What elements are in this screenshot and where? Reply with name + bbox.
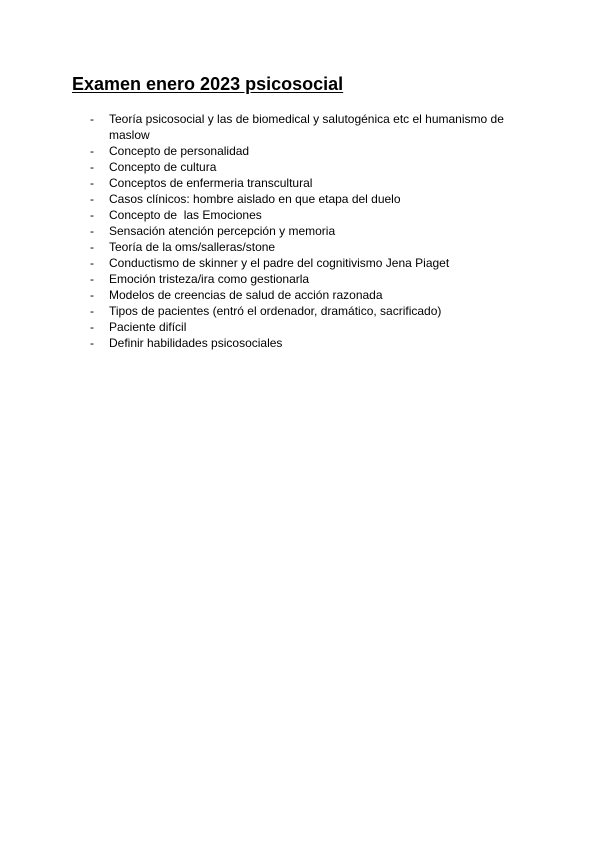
list-item-text: Definir habilidades psicosociales xyxy=(109,336,283,350)
list-bullet: - xyxy=(90,224,94,238)
list-bullet: - xyxy=(90,288,94,302)
list-item-text: Tipos de pacientes (entró el ordenador, dramático, sacrificado) xyxy=(109,304,442,318)
list-item xyxy=(86,287,516,303)
list-item xyxy=(86,255,516,271)
list-item-text: Concepto de personalidad xyxy=(109,144,250,158)
list-item xyxy=(86,143,516,159)
list-item-text: Teoría psicosocial y las de biomedical y salutogénica etc el humanismo de maslow xyxy=(109,112,504,142)
list-item xyxy=(86,335,516,351)
list-item-text: Modelos de creencias de salud de acción razonada xyxy=(109,288,383,302)
topic-list xyxy=(86,111,516,351)
list-item-text: Emoción tristeza/ira como gestionarla xyxy=(109,272,310,286)
list-bullet: - xyxy=(90,320,94,334)
list-item xyxy=(86,239,516,255)
list-item-text: Concepto de las Emociones xyxy=(109,208,262,222)
list-item xyxy=(86,159,516,175)
list-item xyxy=(86,223,516,239)
list-item-text: Conceptos de enfermeria transcultural xyxy=(109,176,313,190)
list-item-text: Sensación atención percepción y memoria xyxy=(109,224,336,238)
list-bullet: - xyxy=(90,272,94,286)
list-bullet: - xyxy=(90,336,94,350)
list-bullet: - xyxy=(90,256,94,270)
list-bullet: - xyxy=(90,144,94,158)
list-item-text: Casos clínicos: hombre aislado en que etapa del duelo xyxy=(109,192,401,206)
list-item xyxy=(86,175,516,191)
list-bullet: - xyxy=(90,160,94,174)
document-title: Examen enero 2023 psicosocial xyxy=(72,74,344,94)
list-item xyxy=(86,191,516,207)
list-item xyxy=(86,271,516,287)
list-item-text: Paciente difícil xyxy=(109,320,187,334)
list-bullet: - xyxy=(90,304,94,318)
list-bullet: - xyxy=(90,176,94,190)
list-item xyxy=(86,207,516,223)
list-bullet: - xyxy=(90,208,94,222)
list-item xyxy=(86,111,516,143)
list-bullet: - xyxy=(90,112,94,126)
list-bullet: - xyxy=(90,192,94,206)
list-bullet: - xyxy=(90,240,94,254)
list-item-text: Conductismo de skinner y el padre del cognitivismo Jena Piaget xyxy=(109,256,450,270)
list-item-text: Teoría de la oms/salleras/stone xyxy=(109,240,276,254)
list-item-text: Concepto de cultura xyxy=(109,160,217,174)
list-item xyxy=(86,319,516,335)
list-item xyxy=(86,303,516,319)
